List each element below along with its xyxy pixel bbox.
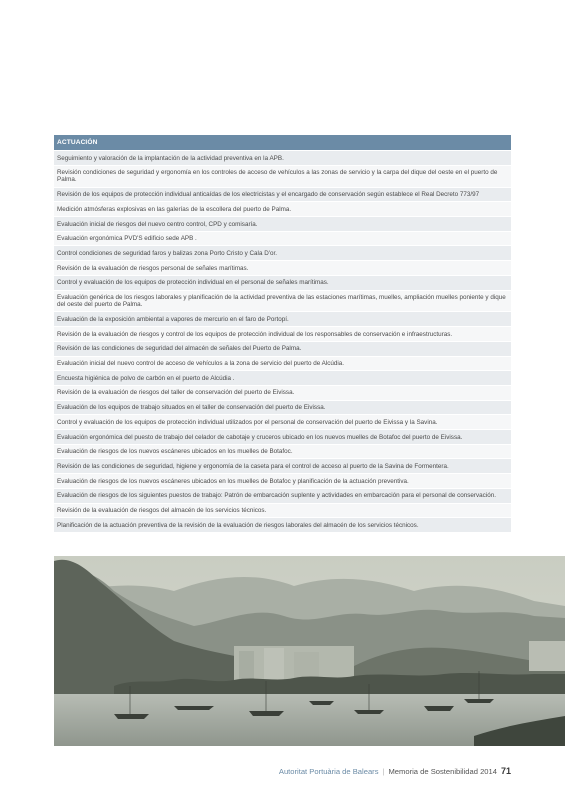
table-row: Revisión de la evaluación de riesgos del taller de conservación del puerto de Eivissa. <box>54 385 511 400</box>
table-row: Revisión condiciones de seguridad y ergonomía en los controles de acceso de vehículos a las zonas de servicio y la carpa del dique del oeste en el puerto de Palma. <box>54 165 511 187</box>
table-row: Evaluación ergonómica PVD'S edificio sede APB . <box>54 231 511 246</box>
table-row: Control y evaluación de los equipos de protección individual en el personal de señales marítimas. <box>54 275 511 290</box>
footer-document-title: Memoria de Sostenibilidad 2014 <box>388 766 497 776</box>
table-row: Seguimiento y valoración de la implantación de la actividad preventiva en la APB. <box>54 150 511 165</box>
table-row: Evaluación de la exposición ambiental a vapores de mercurio en el faro de Portopí. <box>54 311 511 326</box>
table-header: ACTUACIÓN <box>54 135 511 150</box>
footer-separator: | <box>382 766 385 776</box>
table-row: Revisión de los equipos de protección individual anticaídas de los electricistas y el encargado de conservación según establece el Real Decreto 773/97 <box>54 187 511 202</box>
table-row: Control condiciones de seguridad faros y balizas zona Porto Cristo y Cala D'or. <box>54 245 511 260</box>
table-row: Evaluación de riesgos de los nuevos escáneres ubicados en los muelles de Botafoc y planificación de la actuación preventiva. <box>54 473 511 488</box>
table-row: Control y evaluación de los equipos de protección individual utilizados por el personal de conservación del puerto de Eivissa y la Savina. <box>54 414 511 429</box>
table-row: Encuesta higiénica de polvo de carbón en el puerto de Alcúdia . <box>54 370 511 385</box>
actions-table <box>54 135 511 532</box>
table-row: Medición atmósferas explosivas en las galerías de la escollera del puerto de Palma. <box>54 201 511 216</box>
table-row: Evaluación inicial de riesgos del nuevo centro control, CPD y comisaría. <box>54 216 511 231</box>
table-row: Evaluación ergonómica del puesto de trabajo del celador de cabotaje y cruceros ubicado en los nuevos muelles de Botafoc del puerto de Eivissa. <box>54 429 511 444</box>
page-footer <box>279 766 511 776</box>
table-row: Evaluación de riesgos de los siguientes puestos de trabajo: Patrón de embarcación suplente y actividades en embarcación para el personal de conservación. <box>54 488 511 503</box>
table-row: Planificación de la actuación preventiva de la revisión de la evaluación de riesgos laborales del almacén de los servicios técnicos. <box>54 517 511 532</box>
table-row: Revisión de las condiciones de seguridad del almacén de señales del Puerto de Palma. <box>54 341 511 356</box>
page-number: 71 <box>500 766 511 776</box>
table-row: Evaluación de los equipos de trabajo situados en el taller de conservación del puerto de Eivissa. <box>54 400 511 415</box>
table-row: Revisión de la evaluación de riesgos personal de señales marítimas. <box>54 260 511 275</box>
harbor-photo <box>54 556 565 746</box>
table-row: Evaluación inicial del nuevo control de acceso de vehículos a la zona de servicio del puerto de Alcúdia. <box>54 356 511 371</box>
footer-organization: Autoritat Portuària de Balears <box>278 766 379 776</box>
table-body <box>54 150 511 532</box>
table-row: Evaluación de riesgos de los nuevos escáneres ubicados en los muelles de Botafoc. <box>54 444 511 459</box>
table-row: Revisión de la evaluación de riesgos y control de los equipos de protección individual de los responsables de conservación e infraestructuras. <box>54 326 511 341</box>
table-row: Evaluación genérica de los riesgos laborales y planificación de la actividad preventiva de las estaciones marítimas, muelles, ampliación muelles poniente y dique del oeste del puerto de Palma. <box>54 290 511 312</box>
table-row: Revisión de las condiciones de seguridad, higiene y ergonomía de la caseta para el control de acceso al puerto de la Savina de Formentera. <box>54 458 511 473</box>
harbor-landscape-image <box>54 556 565 746</box>
table-row: Revisión de la evaluación de riesgos del almacén de los servicios técnicos. <box>54 503 511 518</box>
